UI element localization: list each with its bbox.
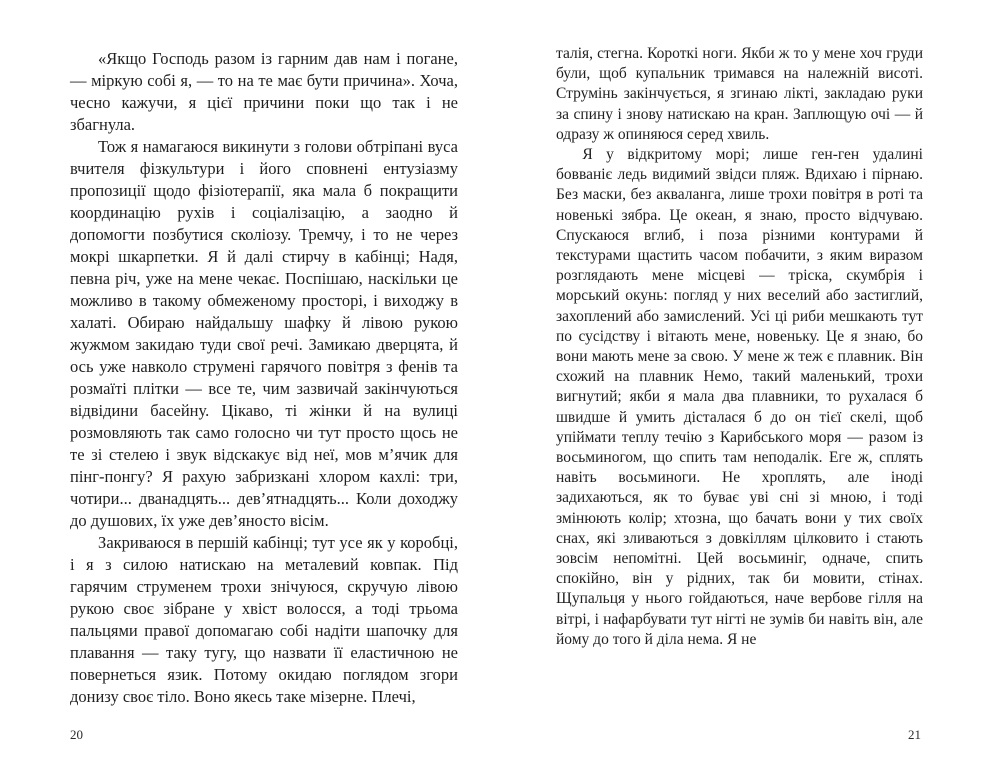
paragraph: Тож я намагаюся викинути з голови обтріпані вуса вчителя фізкультури і його сповнені ентузіазму пропозиції щодо фізіотерапії, яка мала б покращити координацію рухів і соціалізацію, а заодно й допомогти позбутися сколіозу. Тремчу, і то не через мокрі шкарпетки. Я й далі стирчу в кабінці; Надя, певна річ, уже на мене чекає. Поспішаю, наскільки це можливо в такому обмеженому просторі, і виходжу в халаті. Обираю найдальшу шафку й лівою рукою жужмом закидаю туди свої речі. Замикаю дверцята, й ось уже навколо струмені гарячого повітря з фенів та розмаїті плітки — все те, чим зазвичай закінчуються відвідини басейну. Цікаво, ті жінки й на вулиці розмовляють так само голосно чи тут просто щось не те зі стелею і звук відскакує від неї, мов м’ячик для пінг-понгу? Я рахую забризкані хлором кахлі: три, чотири... дванадцять... дев’ятнадцять... Коли доходжу до душових, їх уже дев’яносто вісім. — [70, 137, 458, 530]
left-page-text — [70, 48, 458, 708]
page-number-left: 20 — [70, 727, 83, 742]
paragraph: Закриваюся в першій кабінці; тут усе як у коробці, і я з силою натискаю на металевий ковпак. Під гарячим струменем трохи знічуюся, скручую лівою рукою своє зібране у хвіст волосся, а тоді трьома пальцями правої допомагаю собі надіти шапочку для плавання — таку тугу, що назвати її еластичною не повернеться язик. Потому окидаю поглядом згори донизу своє тіло. Воно якесь таке мізерне. Плечі, — [70, 533, 458, 706]
paragraph: «Якщо Господь разом із гарним дав нам і погане, — міркую собі я, — то на те має бути причина». Хоча, чесно кажучи, я цієї причини поки що так і не збагнула. — [70, 49, 458, 134]
paragraph: Я у відкритому морі; лише ген-ген удалині бовваніє ледь видимий звідси пляж. Вдихаю і пірнаю. Без маски, без акваланга, лише трохи повітря в роті та новенькі зябра. Це океан, я знаю, просто відчуваю. Спускаюся вглиб, і поза різними контурами й текстурами щастить часом побачити, з яким виразом розглядають мене місцеві — тріска, скумбрія і морський окунь: погляд у них веселий або застиглий, захоплений або замислений. Усі ці риби мешкають тут по сусідству і вітають мене, новеньку. Це я знаю, бо вони мають мене за свою. У мене ж теж є плавник. Він схожий на плавник Немо, такий маленький, трохи вигнутий; якби я мала два плавники, то рухалася б швидше й умить дісталася б до он тієї скелі, щоб упіймати теплу течію з Карибського моря — разом із восьминогом, що спить там неподалік. Еге ж, сплять навіть восьминоги. Не хроплять, але іноді задихаються, як то буває уві сні зі мною, і тоді змінюють колір; хтозна, що бачать вони у тих своїх снах, які зливаються з довкіллям цілковито і стають зовсім непомітні. Цей восьминіг, одначе, спить спокійно, він у рідних, так би мовити, стінах. Щупальця у нього гойдаються, наче вербове гілля на вітрі, і нафарбувати тут нігті не зумів би навіть він, але йому до того й діла нема. Я не — [556, 146, 923, 648]
page-number-right: 21 — [908, 727, 921, 742]
paragraph-continuation: талія, стегна. Короткі ноги. Якби ж то у мене хоч груди були, щоб купальник тримався на належній висоті. Струмінь закінчується, я згинаю лікті, закладаю руки за спину і знову натискаю на кран. Заплющую очі — й одразу ж опиняюся серед хвиль. — [556, 45, 923, 143]
right-page-text — [556, 44, 923, 650]
